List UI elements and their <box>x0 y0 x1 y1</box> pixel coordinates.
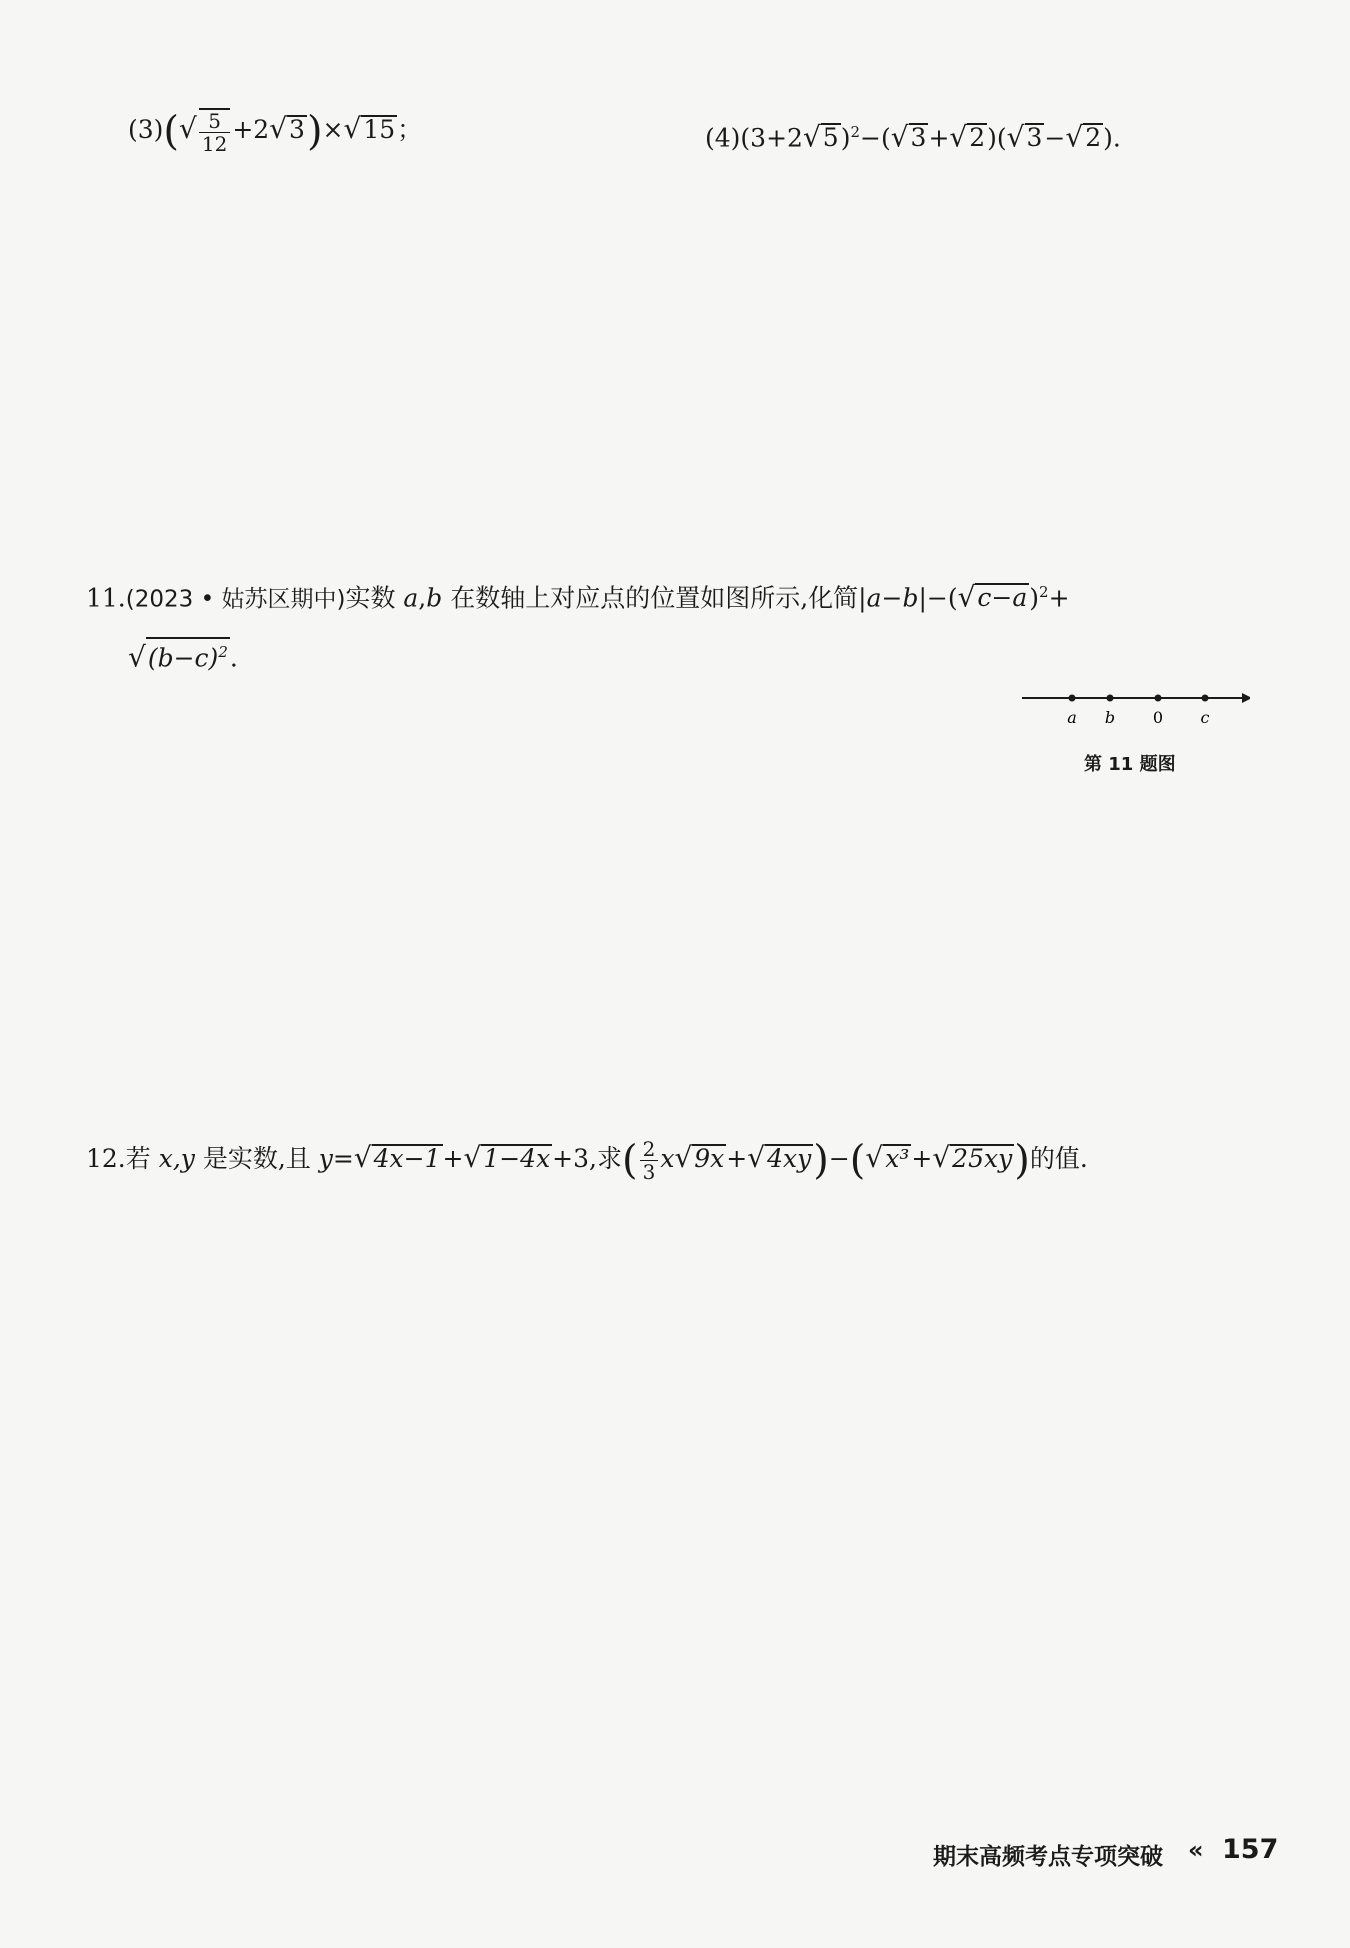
point-a <box>1069 695 1076 702</box>
arrow-right-icon <box>1242 693 1250 703</box>
point-c <box>1202 695 1209 702</box>
problem-11-continued: $√(b-c)^2$. <box>128 637 238 678</box>
figure-caption: 第 11 题图 <box>1084 754 1176 775</box>
page-number: 157 <box>1222 1834 1279 1865</box>
label-zero: 0 <box>1152 708 1164 727</box>
problem-10-part-3: (3)(√ $\frac{5}{12}$ +2√3)×√15； <box>128 108 423 156</box>
sqrt-fraction: √ $\frac{5}{12}$ <box>179 108 232 155</box>
problem-number: 12. <box>86 1144 126 1173</box>
point-b <box>1107 695 1114 702</box>
point-zero <box>1155 695 1162 702</box>
problem-source: (2023 • 姑苏区期中) <box>125 586 346 613</box>
label-b: b <box>1104 708 1116 727</box>
footer-section-title: 期末高频考点专项突破 <box>933 1844 1163 1870</box>
problem-10-part-4: $(4)(3+2√5)^2-(√3+√2)(√3-√2)$. <box>705 120 1121 154</box>
problem-number: 11. <box>86 583 126 613</box>
double-chevron-left-icon: « <box>1188 1836 1204 1864</box>
label-a: a <box>1067 708 1077 727</box>
problem-11-statement: 11.(2023 • 姑苏区期中)实数 a,b 在数轴上对应点的位置如图所示,化简$|a-b|-(√c-a)^2+$ <box>86 580 1070 614</box>
fraction-two-thirds: $\frac{2}{3}$ <box>640 1138 659 1183</box>
problem-12-statement: 12.若 x,y 是实数,且 y=√4x−1+√1−4x+3,求( $\frac{2}{3}$ x√9x+√4xy)−(√x³+√25xy)的值. <box>86 1137 1088 1184</box>
label-c: c <box>1200 708 1210 727</box>
number-line-figure <box>1020 680 1250 730</box>
